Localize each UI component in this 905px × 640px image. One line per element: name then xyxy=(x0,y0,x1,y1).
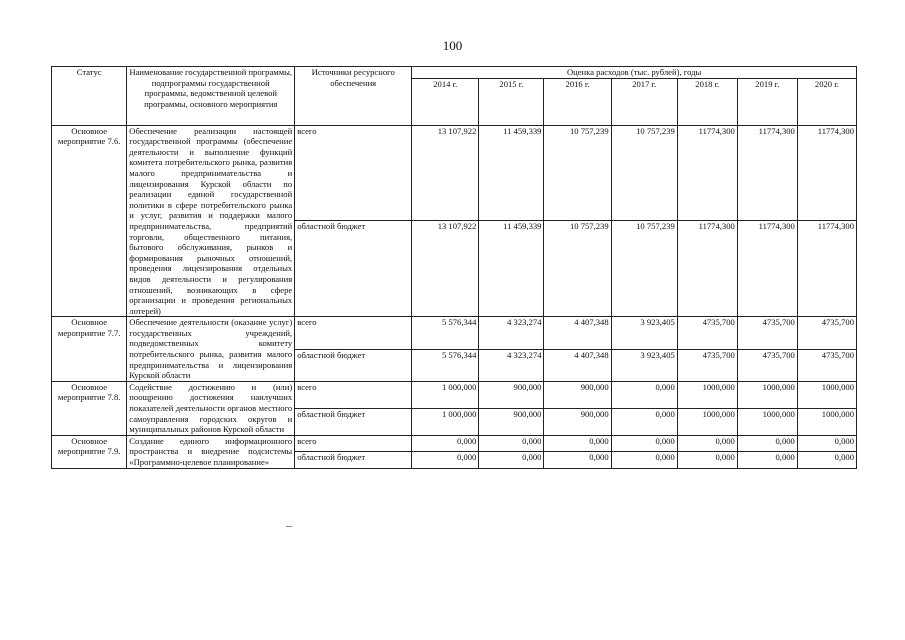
row-value: 900,000 xyxy=(479,408,544,435)
header-year: 2014 г. xyxy=(412,78,479,125)
row-value: 11774,300 xyxy=(797,125,856,221)
row-source: всего xyxy=(295,381,412,408)
row-value: 1000,000 xyxy=(797,381,856,408)
table-body xyxy=(52,125,857,468)
budget-table xyxy=(51,66,857,469)
row-value: 4735,700 xyxy=(677,349,737,381)
header-year: 2015 г. xyxy=(479,78,544,125)
row-value: 3 923,405 xyxy=(611,349,677,381)
row-value: 10 757,239 xyxy=(611,221,677,317)
row-value: 0,000 xyxy=(611,435,677,451)
row-value: 1000,000 xyxy=(677,381,737,408)
row-value: 3 923,405 xyxy=(611,317,677,349)
row-value: 1000,000 xyxy=(737,408,797,435)
header-year: 2019 г. xyxy=(737,78,797,125)
row-value: 0,000 xyxy=(544,435,611,451)
row-value: 0,000 xyxy=(737,452,797,468)
row-value: 11774,300 xyxy=(797,221,856,317)
row-value: 900,000 xyxy=(479,381,544,408)
row-source: всего xyxy=(295,435,412,451)
header-year: 2020 г. xyxy=(797,78,856,125)
row-value: 11 459,339 xyxy=(479,125,544,221)
header-year: 2018 г. xyxy=(677,78,737,125)
row-value: 10 757,239 xyxy=(544,125,611,221)
row-status: Основное мероприятие 7.8. xyxy=(52,381,127,435)
row-value: 1000,000 xyxy=(737,381,797,408)
row-value: 13 107,922 xyxy=(412,125,479,221)
table-row xyxy=(52,435,857,451)
row-value: 0,000 xyxy=(797,452,856,468)
row-value: 900,000 xyxy=(544,408,611,435)
header-name: Наименование государственной программы, подпрограммы государственной программы, ведомственной целевой программы, основного мероприятия xyxy=(127,67,295,126)
row-name: Обеспечение реализации настоящей государственной программы (обеспечение деятельности и выполнение функций комитета потребительского рынка, развития малого предпринимательства и лицензирования Курской области по реализации единой государственной политики в сфере потребительского рынка и услуг, развития и поддержки малого предпринимательства, предприятий торговли, общественного питания, бытового обслуживания, рынков и формирования рыночных отношений, проведения лицензирования отдельных видов деятельности и регулирования отношений, возникающих в сфере организации и проведения региональных лотерей) xyxy=(127,125,295,317)
row-value: 0,000 xyxy=(479,435,544,451)
row-value: 0,000 xyxy=(412,452,479,468)
row-source: всего xyxy=(295,125,412,221)
row-value: 11 459,339 xyxy=(479,221,544,317)
row-source: областной бюджет xyxy=(295,349,412,381)
row-value: 10 757,239 xyxy=(611,125,677,221)
row-name: Содействие достижению и (или) поощрению достижения наилучших показателей деятельности органов местного самоуправления городских округов и муниципальных районов Курской области xyxy=(127,381,295,435)
row-value: 0,000 xyxy=(611,381,677,408)
row-value: 1000,000 xyxy=(677,408,737,435)
header-year: 2016 г. xyxy=(544,78,611,125)
scan-mark xyxy=(286,526,292,527)
row-status: Основное мероприятие 7.6. xyxy=(52,125,127,317)
row-value: 1000,000 xyxy=(797,408,856,435)
row-value: 13 107,922 xyxy=(412,221,479,317)
row-value: 4 407,348 xyxy=(544,349,611,381)
row-value: 11774,300 xyxy=(677,125,737,221)
row-value: 0,000 xyxy=(797,435,856,451)
table-header xyxy=(52,67,857,126)
row-value: 4 407,348 xyxy=(544,317,611,349)
table-row xyxy=(52,125,857,221)
row-value: 0,000 xyxy=(677,435,737,451)
table-row xyxy=(52,317,857,349)
row-value: 11774,300 xyxy=(677,221,737,317)
header-status: Статус xyxy=(52,67,127,126)
row-value: 4735,700 xyxy=(677,317,737,349)
row-status: Основное мероприятие 7.7. xyxy=(52,317,127,382)
row-value: 900,000 xyxy=(544,381,611,408)
row-value: 10 757,239 xyxy=(544,221,611,317)
row-value: 4735,700 xyxy=(737,349,797,381)
header-estimate: Оценка расходов (тыс. рублей), годы xyxy=(412,67,857,79)
row-value: 11774,300 xyxy=(737,221,797,317)
row-value: 5 576,344 xyxy=(412,349,479,381)
row-source: всего xyxy=(295,317,412,349)
row-value: 4 323,274 xyxy=(479,349,544,381)
row-value: 0,000 xyxy=(611,408,677,435)
row-value: 0,000 xyxy=(677,452,737,468)
row-value: 1 000,000 xyxy=(412,381,479,408)
header-year: 2017 г. xyxy=(611,78,677,125)
row-source: областной бюджет xyxy=(295,221,412,317)
row-value: 4735,700 xyxy=(797,349,856,381)
row-value: 0,000 xyxy=(479,452,544,468)
row-source: областной бюджет xyxy=(295,452,412,468)
row-value: 0,000 xyxy=(611,452,677,468)
row-value: 4 323,274 xyxy=(479,317,544,349)
row-value: 5 576,344 xyxy=(412,317,479,349)
row-value: 4735,700 xyxy=(737,317,797,349)
page-number: 100 xyxy=(442,38,463,53)
row-name: Создание единого информационного пространства и внедрение подсистемы «Программно-целевое планирование» xyxy=(127,435,295,468)
row-source: областной бюджет xyxy=(295,408,412,435)
row-value: 4735,700 xyxy=(797,317,856,349)
row-status: Основное мероприятие 7.9. xyxy=(52,435,127,468)
row-value: 11774,300 xyxy=(737,125,797,221)
row-name: Обеспечение деятельности (оказание услуг) государственных учреждений, подведомственных комитету потребительского рынка, развития малого предпринимательства и лицензирования Курской области xyxy=(127,317,295,382)
table-row xyxy=(52,381,857,408)
row-value: 1 000,000 xyxy=(412,408,479,435)
row-value: 0,000 xyxy=(737,435,797,451)
row-value: 0,000 xyxy=(544,452,611,468)
header-source: Источники ресурсного обеспечения xyxy=(295,67,412,126)
row-value: 0,000 xyxy=(412,435,479,451)
